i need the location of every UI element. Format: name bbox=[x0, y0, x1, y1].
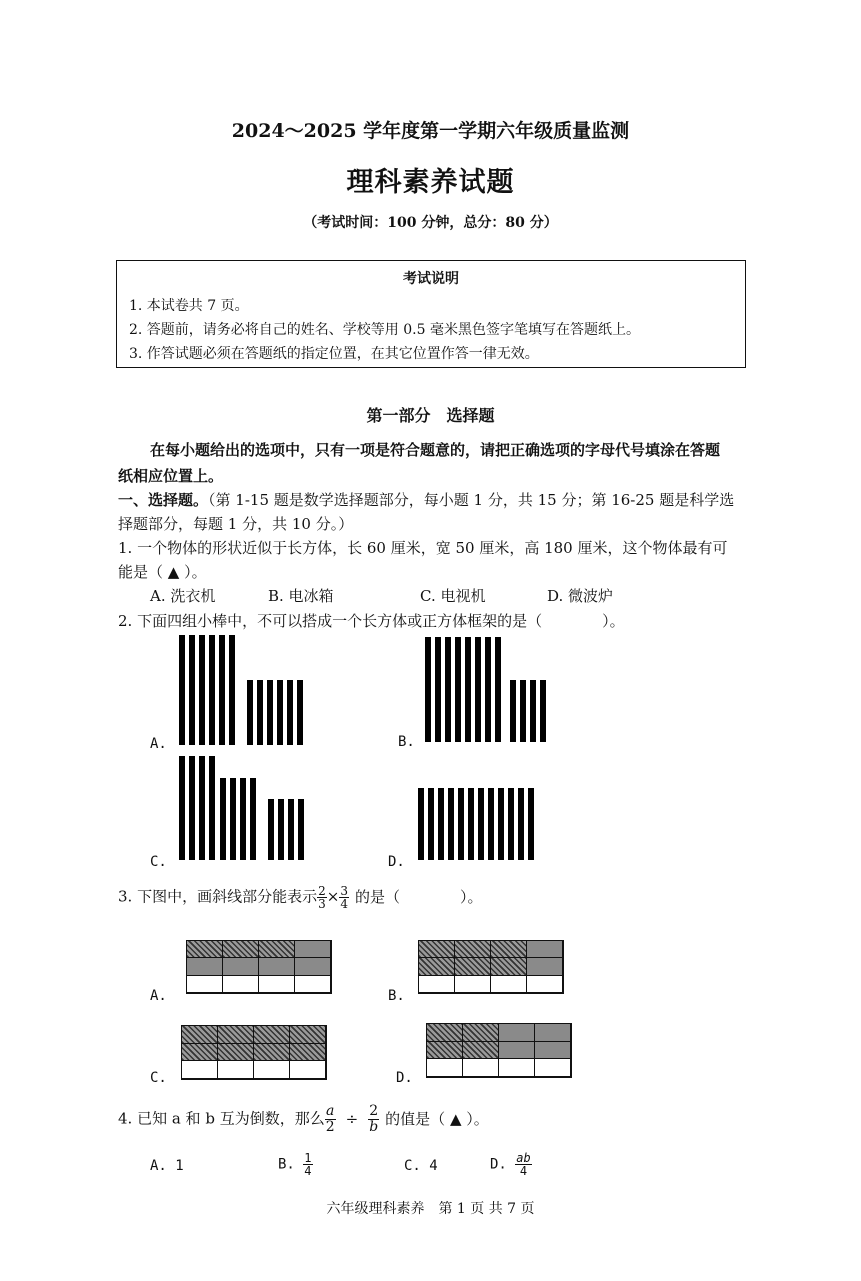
q4-text-before: 4. 已知 a 和 b 互为倒数，那么 bbox=[118, 1109, 325, 1128]
stick bbox=[468, 788, 474, 860]
q4-option-b bbox=[278, 1152, 313, 1177]
section-one-line bbox=[118, 489, 734, 510]
denominator: 4 bbox=[519, 1164, 528, 1178]
q4-text-after: 的值是（ ▲ ）。 bbox=[385, 1109, 489, 1128]
grid-cell bbox=[182, 1026, 218, 1044]
grid-cell bbox=[295, 941, 331, 958]
grid-cell bbox=[254, 1026, 290, 1044]
stick bbox=[495, 637, 501, 742]
times-sign: × bbox=[326, 887, 340, 906]
stick bbox=[458, 788, 464, 860]
stick bbox=[448, 788, 454, 860]
grid-cell bbox=[419, 976, 455, 993]
stick bbox=[209, 756, 215, 860]
q4-option-a: A. 1 bbox=[150, 1158, 184, 1174]
stick bbox=[485, 637, 491, 742]
stick bbox=[498, 788, 504, 860]
stick bbox=[247, 680, 253, 745]
q4-option-d-fraction bbox=[515, 1152, 531, 1177]
stick bbox=[179, 635, 185, 745]
grid-cell bbox=[295, 976, 331, 993]
q3-grid-c bbox=[181, 1025, 327, 1080]
grid-cell bbox=[455, 941, 491, 958]
grid-cell bbox=[182, 1061, 218, 1079]
grid-cell bbox=[187, 941, 223, 958]
grid-cell bbox=[455, 958, 491, 975]
denominator: 4 bbox=[340, 897, 348, 911]
stick bbox=[530, 680, 536, 742]
part1-intro-cont: 纸相应位置上。 bbox=[118, 467, 224, 485]
grid-cell bbox=[419, 941, 455, 958]
stick bbox=[230, 778, 236, 860]
stick bbox=[465, 637, 471, 742]
q3-option-b-label: B. bbox=[388, 988, 405, 1004]
grid-cell bbox=[527, 941, 563, 958]
q3-grid-d bbox=[426, 1023, 572, 1078]
grid-cell bbox=[223, 941, 259, 958]
grid-cell bbox=[427, 1059, 463, 1077]
grid-cell bbox=[527, 976, 563, 993]
q4-option-b-fraction bbox=[303, 1152, 312, 1177]
instruction-item: 1. 本试卷共 7 页。 bbox=[129, 298, 249, 314]
stick bbox=[257, 680, 263, 745]
grid-cell bbox=[290, 1061, 326, 1079]
instruction-item: 2. 答题前，请务必将自己的姓名、学校等用 0.5 毫米黑色签字笔填写在答题纸上。 bbox=[129, 322, 640, 338]
stick bbox=[199, 756, 205, 860]
grid-cell bbox=[427, 1024, 463, 1042]
grid-cell bbox=[535, 1059, 571, 1077]
grid-cell bbox=[254, 1061, 290, 1079]
exam-subject-title: 理科素养试题 bbox=[346, 167, 515, 198]
q3-option-d-label: D. bbox=[396, 1070, 413, 1086]
grid-cell bbox=[535, 1042, 571, 1060]
grid-cell bbox=[491, 941, 527, 958]
exam-info: （考试时间：100 分钟，总分：80 分） bbox=[303, 215, 558, 231]
grid-cell bbox=[499, 1042, 535, 1060]
grid-cell bbox=[290, 1026, 326, 1044]
grid-cell bbox=[218, 1044, 254, 1062]
grid-cell bbox=[535, 1024, 571, 1042]
denominator: 3 bbox=[318, 897, 326, 911]
stick bbox=[488, 788, 494, 860]
stick bbox=[298, 799, 304, 860]
grid-cell bbox=[527, 958, 563, 975]
section-desc-cont: 择题部分，每题 1 分，共 10 分。） bbox=[118, 515, 354, 533]
grid-cell bbox=[499, 1059, 535, 1077]
question-1-text-cont: 能是（ ▲ ）。 bbox=[118, 563, 207, 581]
instructions-title: 考试说明 bbox=[403, 271, 459, 287]
question-3-text bbox=[118, 885, 482, 910]
stick bbox=[425, 637, 431, 742]
stick bbox=[435, 637, 441, 742]
stick bbox=[478, 788, 484, 860]
page-footer: 六年级理科素养 第 1 页 共 7 页 bbox=[326, 1201, 535, 1217]
stick bbox=[528, 788, 534, 860]
stick bbox=[267, 680, 273, 745]
stick bbox=[219, 635, 225, 745]
numerator: 1 bbox=[304, 1151, 312, 1165]
grid-cell bbox=[499, 1024, 535, 1042]
instructions-box bbox=[116, 260, 746, 368]
q2-option-b-label: B. bbox=[398, 734, 415, 750]
question-1-text: 1. 一个物体的形状近似于长方体，长 60 厘米，宽 50 厘米，高 180 厘米，这个物体最有可 bbox=[118, 539, 728, 557]
grid-cell bbox=[463, 1059, 499, 1077]
grid-cell bbox=[491, 976, 527, 993]
grid-cell bbox=[187, 958, 223, 975]
q1-option-b: B. 电冰箱 bbox=[268, 587, 334, 605]
stick bbox=[540, 680, 546, 742]
stick bbox=[438, 788, 444, 860]
q3-option-c-label: C. bbox=[150, 1070, 167, 1086]
q4-fraction-a bbox=[325, 1104, 336, 1135]
stick bbox=[278, 799, 284, 860]
grid-cell bbox=[455, 976, 491, 993]
stick bbox=[297, 680, 303, 745]
stick bbox=[287, 680, 293, 745]
q3-text-after: 的是（ ）。 bbox=[354, 887, 483, 906]
option-label: D. bbox=[490, 1156, 507, 1173]
q4-option-d bbox=[490, 1152, 532, 1177]
stick bbox=[220, 778, 226, 860]
denominator: 4 bbox=[304, 1164, 312, 1178]
q4-option-c: C. 4 bbox=[404, 1158, 438, 1174]
grid-cell bbox=[463, 1042, 499, 1060]
stick bbox=[209, 635, 215, 745]
stick bbox=[475, 637, 481, 742]
part1-intro: 在每小题给出的选项中，只有一项是符合题意的，请把正确选项的字母代号填涂在答题 bbox=[150, 441, 721, 459]
stick bbox=[445, 637, 451, 742]
grid-cell bbox=[259, 941, 295, 958]
numerator: a bbox=[325, 1103, 335, 1119]
grid-cell bbox=[187, 976, 223, 993]
grid-cell bbox=[427, 1042, 463, 1060]
divide-sign: ÷ bbox=[345, 1109, 359, 1128]
q3-fraction-2 bbox=[339, 885, 349, 910]
q2-option-a-label: A. bbox=[150, 736, 167, 752]
q3-grid-b bbox=[418, 940, 564, 994]
stick bbox=[189, 635, 195, 745]
q2-option-c-label: C. bbox=[150, 854, 167, 870]
exam-term-title: 2024～2025 学年度第一学期六年级质量监测 bbox=[231, 120, 630, 142]
q1-option-a: A. 洗衣机 bbox=[150, 587, 216, 605]
option-label: B. bbox=[278, 1156, 295, 1173]
stick bbox=[428, 788, 434, 860]
grid-cell bbox=[259, 976, 295, 993]
grid-cell bbox=[223, 958, 259, 975]
stick bbox=[240, 778, 246, 860]
instruction-item: 3. 作答试题必须在答题纸的指定位置，在其它位置作答一律无效。 bbox=[129, 346, 539, 362]
stick bbox=[268, 799, 274, 860]
grid-cell bbox=[295, 958, 331, 975]
q3-text-before: 3. 下图中，画斜线部分能表示 bbox=[118, 887, 318, 906]
q4-fraction-b bbox=[368, 1104, 379, 1135]
grid-cell bbox=[218, 1061, 254, 1079]
stick bbox=[455, 637, 461, 742]
stick bbox=[179, 756, 185, 860]
stick bbox=[418, 788, 424, 860]
stick bbox=[199, 635, 205, 745]
grid-cell bbox=[290, 1044, 326, 1062]
stick bbox=[518, 788, 524, 860]
grid-cell bbox=[223, 976, 259, 993]
grid-cell bbox=[463, 1024, 499, 1042]
question-2-text: 2. 下面四组小棒中，不可以搭成一个长方体或正方体框架的是（ ）。 bbox=[118, 612, 625, 630]
q3-option-a-label: A. bbox=[150, 988, 167, 1004]
section-desc: （第 1-15 题是数学选择题部分，每小题 1 分，共 15 分；第 16-25 题是科学选 bbox=[208, 491, 735, 509]
stick bbox=[520, 680, 526, 742]
grid-cell bbox=[254, 1044, 290, 1062]
section-label: 一、选择题。 bbox=[118, 491, 209, 509]
q1-option-d: D. 微波炉 bbox=[547, 587, 614, 605]
stick bbox=[189, 756, 195, 860]
denominator: 2 bbox=[325, 1119, 335, 1135]
stick bbox=[510, 680, 516, 742]
grid-cell bbox=[419, 958, 455, 975]
q3-grid-a bbox=[186, 940, 332, 994]
denominator: b bbox=[369, 1119, 379, 1135]
part1-heading: 第一部分 选择题 bbox=[366, 406, 495, 425]
stick bbox=[277, 680, 283, 745]
grid-cell bbox=[259, 958, 295, 975]
numerator: ab bbox=[516, 1151, 531, 1165]
q3-fraction-1 bbox=[317, 885, 327, 910]
stick bbox=[508, 788, 514, 860]
grid-cell bbox=[491, 958, 527, 975]
stick bbox=[250, 778, 256, 860]
stick bbox=[229, 635, 235, 745]
question-4-text bbox=[118, 1104, 489, 1135]
numerator: 2 bbox=[369, 1103, 379, 1119]
grid-cell bbox=[218, 1026, 254, 1044]
q1-option-c: C. 电视机 bbox=[420, 587, 486, 605]
numerator: 3 bbox=[340, 884, 348, 898]
grid-cell bbox=[182, 1044, 218, 1062]
numerator: 2 bbox=[318, 884, 326, 898]
q2-option-d-label: D. bbox=[388, 854, 405, 870]
stick bbox=[288, 799, 294, 860]
